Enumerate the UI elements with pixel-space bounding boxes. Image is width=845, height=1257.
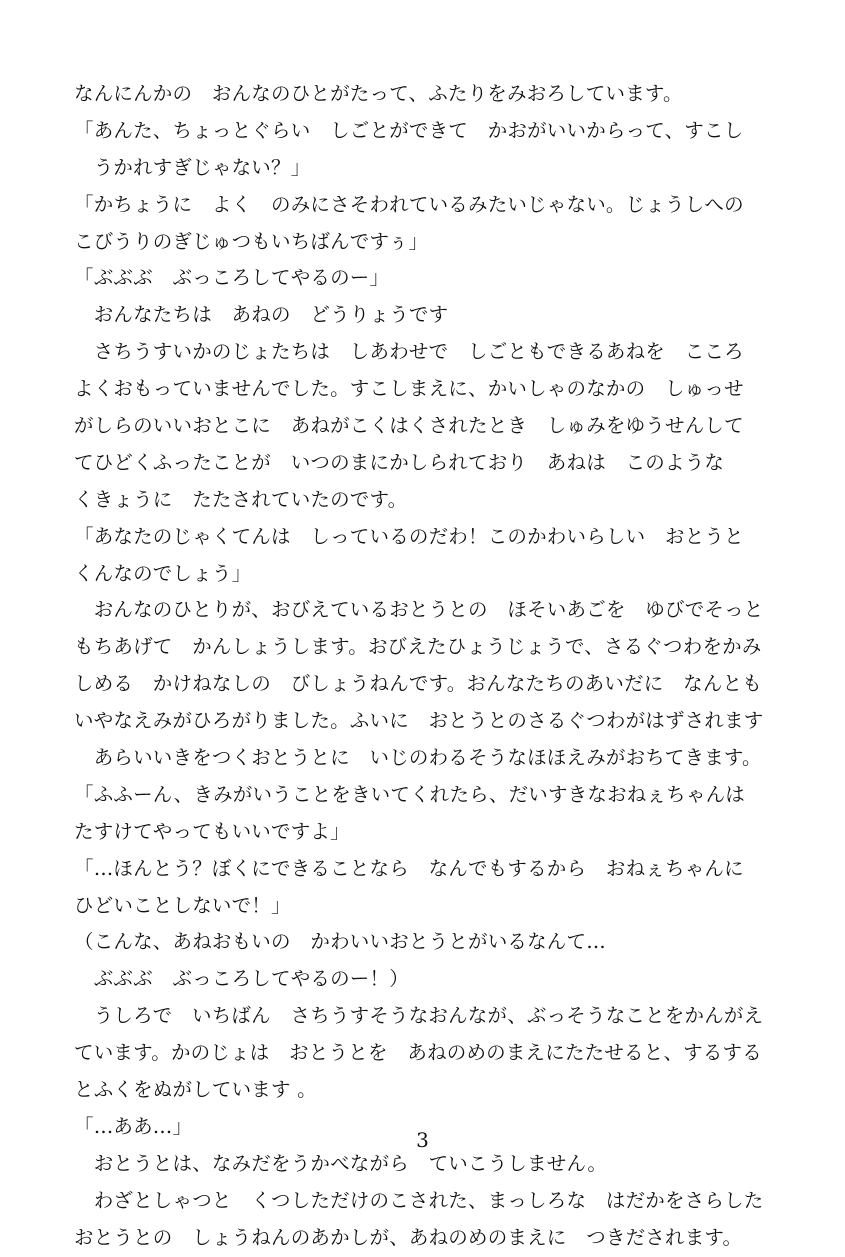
text-line: 「ぶぶぶ ぶっころしてやるのー」	[74, 266, 390, 290]
text-line: 「ふふーん、きみがいうことをきいてくれたら、だいすきなおねぇちゃんは	[74, 782, 745, 806]
text-line: よくおもっていませんでした。すこしまえに、かいしゃのなかの しゅっせ	[74, 377, 744, 401]
text-line: （こんな、あねおもいの かわいいおとうとがいるなんて…	[74, 930, 606, 954]
text-line: うかれすぎじゃない？」	[74, 155, 311, 179]
text-line: 「あなたのじゃくてんは しっているのだわ！このかわいらしい おとうと	[74, 524, 744, 548]
text-line: なんにんかの おんなのひとがたって、ふたりをみおろしています。	[74, 82, 683, 105]
text-line: もちあげて かんしょうします。おびえたひょうじょうで、さるぐつわをかみ	[74, 635, 762, 659]
text-line: たすけてやってもいいですよ」	[74, 819, 350, 843]
page-number: 3	[416, 1128, 429, 1152]
text-line: こびうりのぎじゅつもいちばんですぅ」	[74, 229, 429, 253]
text-line: ひどいことしないで！」	[74, 893, 291, 917]
text-line: おとうとの しょうねんのあかしが、あねのめのまえに つきだされます。	[74, 1225, 743, 1249]
text-line: 「かちょうに よく のみにさそわれているみたいじゃない。じょうしへの	[74, 192, 744, 216]
text-line: うしろで いちばん さちうすそうなおんなが、ぶっそうなことをかんがえ	[74, 1004, 764, 1028]
text-line: 「…ああ…」	[74, 1114, 193, 1138]
text-line: ています。かのじょは おとうとを あねのめのまえにたたせると、するする	[74, 1041, 762, 1065]
text-line: おんなのひとりが、おびえているおとうとの ほそいあごを ゆびでそっと	[74, 598, 764, 622]
text-line: くきょうに たたされていたのです。	[74, 487, 408, 511]
text-line: 「あんた、ちょっとぐらい しごとができて かおがいいからって、すこし	[74, 118, 744, 142]
text-line: くんなのでしょう」	[74, 561, 252, 585]
text-line: てひどくふったことが いつのまにかしられており あねは このような	[74, 450, 725, 474]
text-line: おんなたちは あねの どうりょうです	[74, 303, 449, 327]
text-line: ぶぶぶ ぶっころしてやるのー！）	[74, 967, 409, 991]
text-line: がしらのいいおとこに あねがこくはくされたとき しゅみをゆうせんして	[74, 414, 744, 438]
text-line: おとうとは、なみだをうかべながら ていこうしません。	[74, 1151, 608, 1175]
text-line: あらいいきをつくおとうとに いじのわるそうなほほえみがおちてきます。	[74, 746, 762, 770]
text-line: 「…ほんとう？ぼくにできることなら なんでもするから おねぇちゃんに	[74, 856, 744, 880]
text-line: わざとしゃつと くつしただけのこされた、まっしろな はだかをさらした	[74, 1188, 764, 1212]
text-line: とふくをぬがしています 。	[74, 1078, 317, 1102]
text-line: しめる かけねなしの びしょうねんです。おんなたちのあいだに なんとも	[74, 672, 762, 696]
body-text	[74, 76, 794, 1257]
text-line: さちうすいかのじょたちは しあわせで しごともできるあねを こころ	[74, 340, 744, 364]
text-line: いやなえみがひろがりました。ふいに おとうとのさるぐつわがはずされます	[74, 709, 764, 733]
